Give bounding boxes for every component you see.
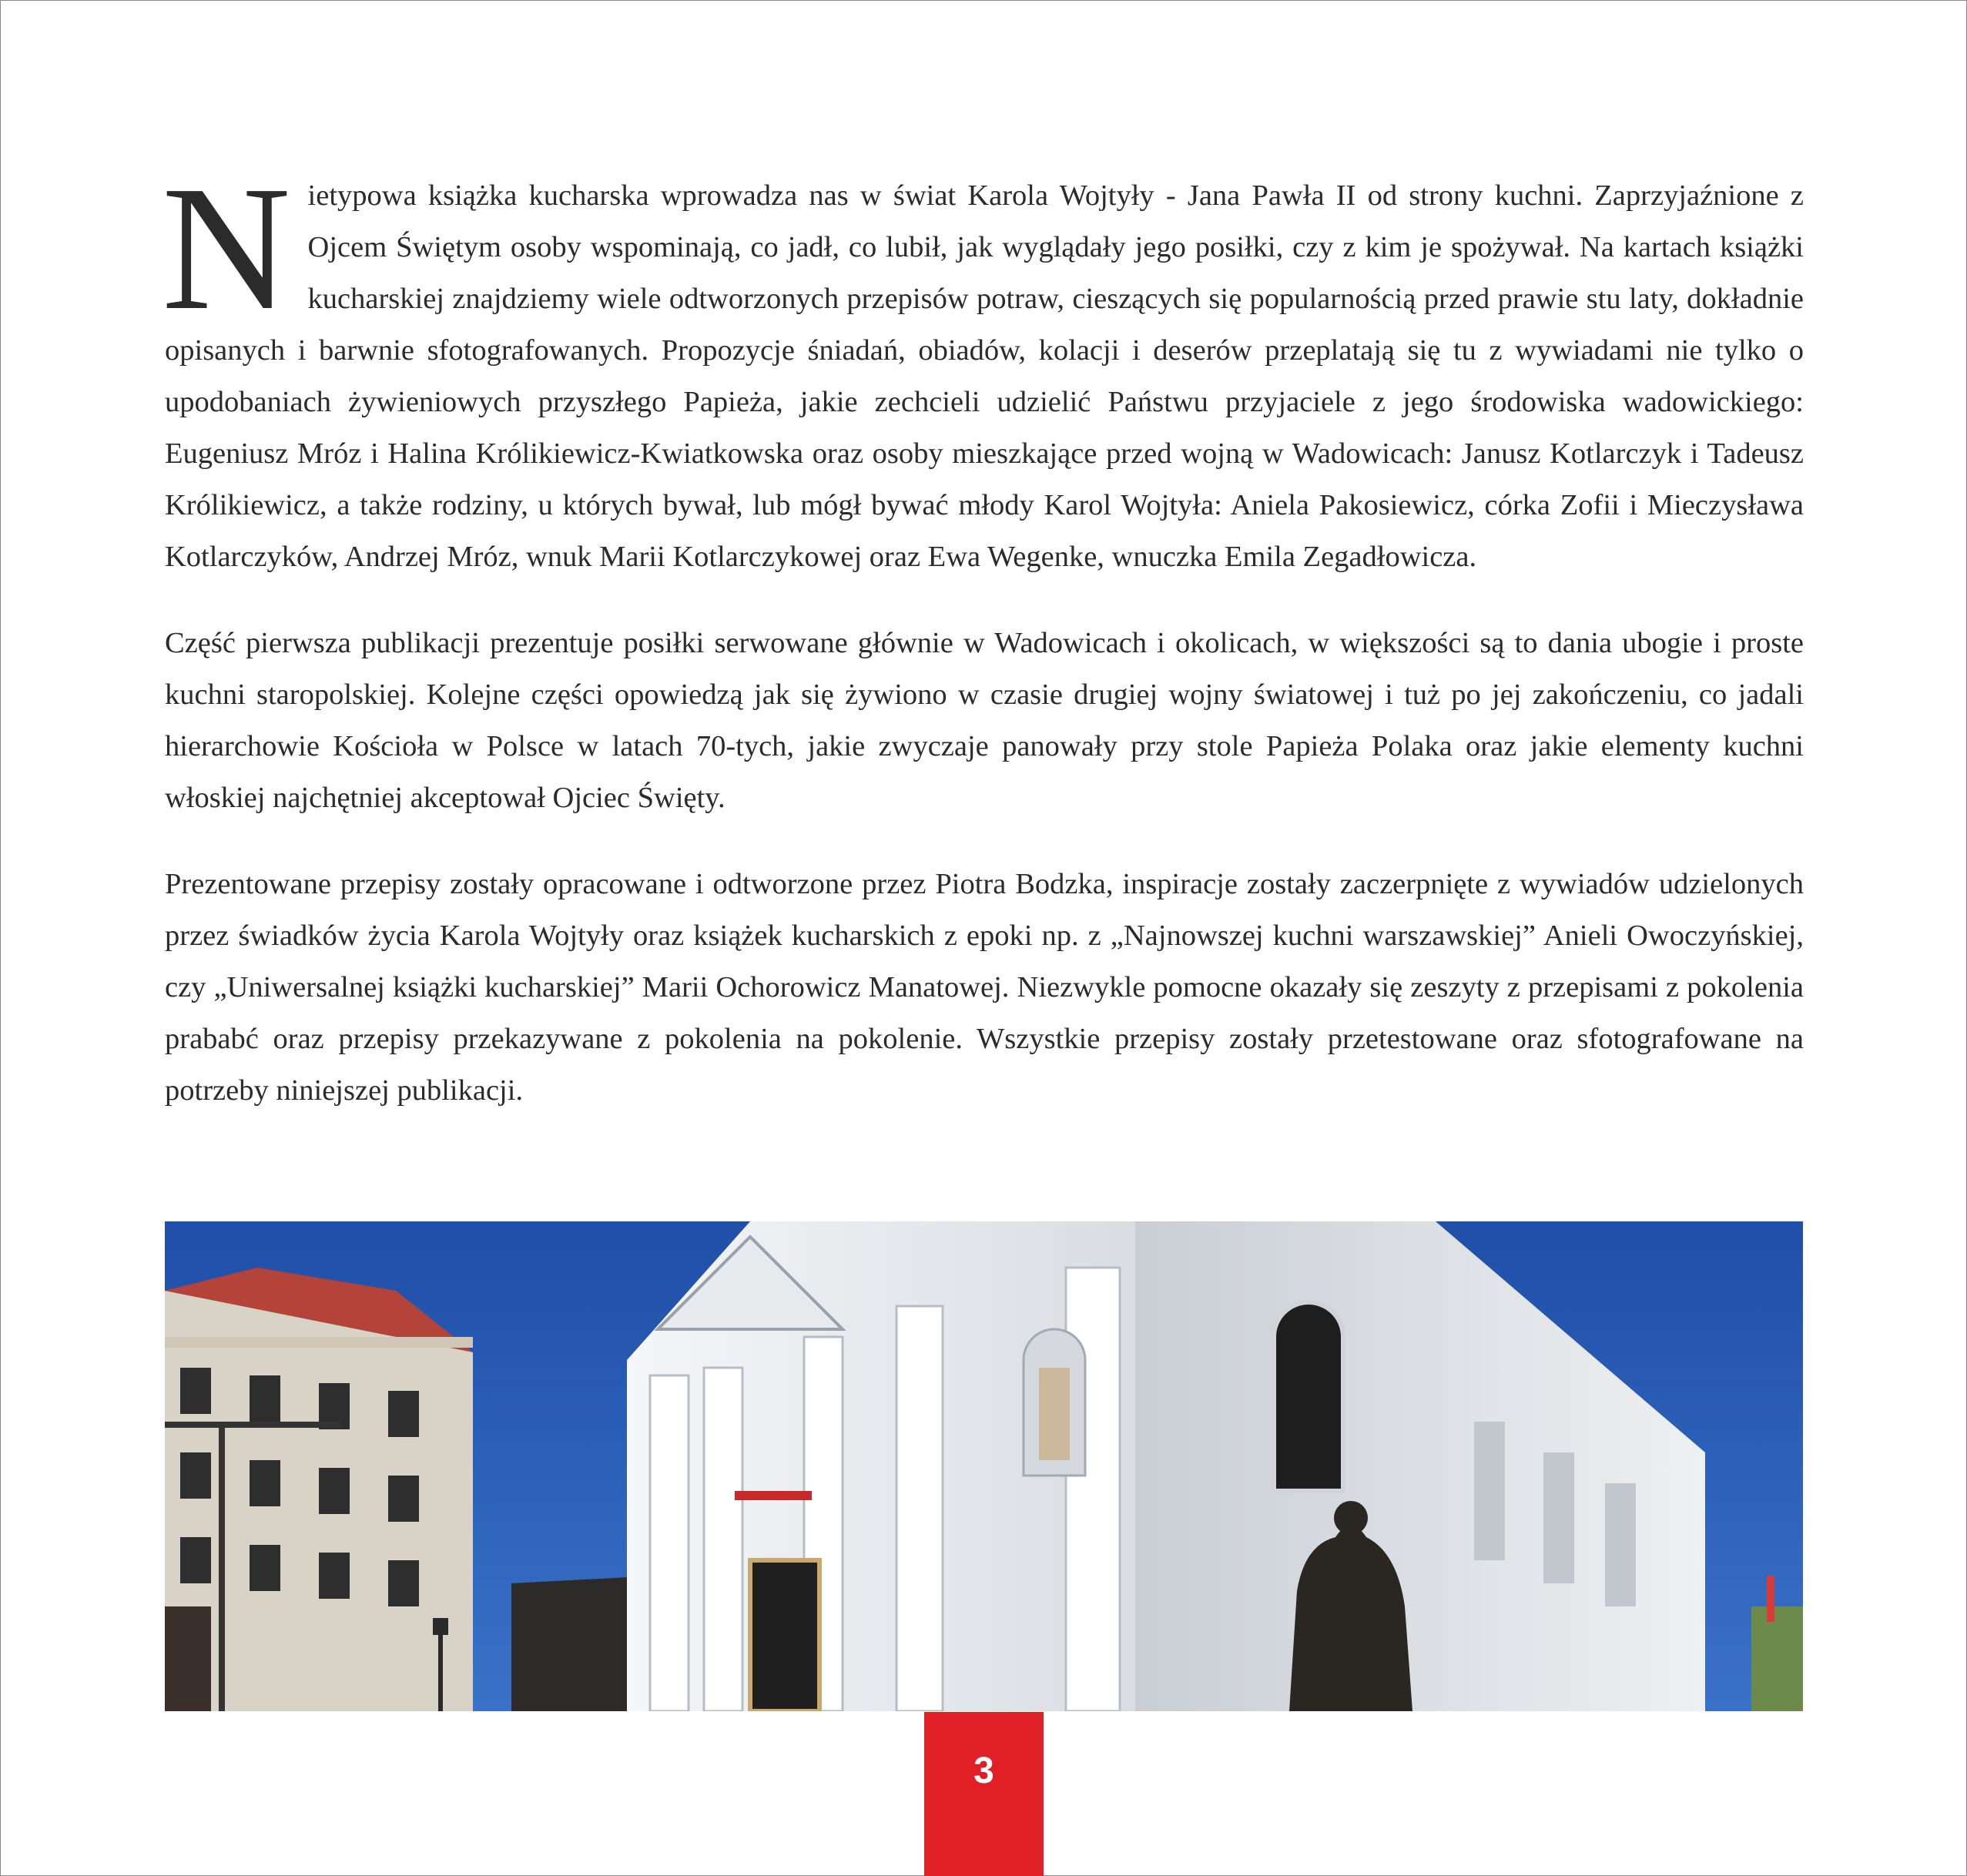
drop-cap: N bbox=[162, 149, 291, 347]
paragraph-intro bbox=[162, 149, 1804, 583]
church-photo bbox=[165, 1221, 1803, 1711]
article-body bbox=[162, 149, 1804, 1151]
church-photo-illustration bbox=[165, 1221, 1803, 1711]
page-number-tab bbox=[924, 1712, 1044, 1876]
paragraph-intro-text: ietypowa książka kucharska wprowadza nas w świat Karola Wojtyły - Jana Pawła II od strony kuchni. Zaprzyjaźnione z Ojcem Świętym osoby wspominają, co jadł, co lubił, jak wyglądały jego posiłki, czy z kim je spożywał. Na kartach książki kucharskiej znajdziemy wiele odtworzonych przepisów potraw, cieszących się popularnością przed prawie stu laty, dokładnie opisanych i barwnie sfotografowanych. Propozycje śniadań, obiadów, kolacji i deserów przeplatają się tu z wywiadami nie tylko o upodobaniach żywieniowych przyszłego Papieża, jakie zechcieli udzielić Państwu przyjaciele z jego środowiska wadowickiego: Eugeniusz Mróz i Halina Królikiewicz-Kwiatkowska oraz osoby mieszkające przed wojną w Wadowicach: Janusz Kotlarczyk i Tadeusz Królikiewicz, a także rodziny, u których bywał, lub mógł bywać młody Karol Wojtyła: Aniela Pakosiewicz, córka Zofii i Mieczysława Kotlarczyków, Andrzej Mróz, wnuk Marii Kotlarczykowej oraz Ewa Wegenke, wnuczka Emila Zegadłowicza. bbox=[165, 179, 1804, 573]
paragraph-recipes: Prezentowane przepisy zostały opracowane i odtworzone przez Piotra Bodzka, inspiracje zostały zaczerpnięte z wywiadów udzielonych przez świadków życia Karola Wojtyły oraz książek kucharskich z epoki np. z „Najnowszej kuchni warszawskiej” Anieli Owoczyńskiej, czy „Uniwersalnej książki kucharskiej” Marii Ochorowicz Manatowej. Niezwykle pomocne okazały się zeszyty z przepisami z pokolenia prababć oraz przepisy przekazywane z pokolenia na pokolenie. Wszystkie przepisy zostały przetestowane oraz sfotografowane na potrzeby niniejszej publikacji. bbox=[165, 868, 1804, 1107]
page-number: 3 bbox=[973, 1750, 994, 1791]
paragraph-contents: Część pierwsza publikacji prezentuje posiłki serwowane głównie w Wadowicach i okolicach, w większości są to dania ubogie i proste kuchni staropolskiej. Kolejne części opowiedzą jak się żywiono w czasie drugiej wojny światowej i tuż po jej zakończeniu, co jadali hierarchowie Kościoła w Polsce w latach 70-tych, jakie zwyczaje panowały przy stole Papieża Polaka oraz jakie elementy kuchni włoskiej najchętniej akceptował Ojciec Święty. bbox=[165, 627, 1804, 814]
